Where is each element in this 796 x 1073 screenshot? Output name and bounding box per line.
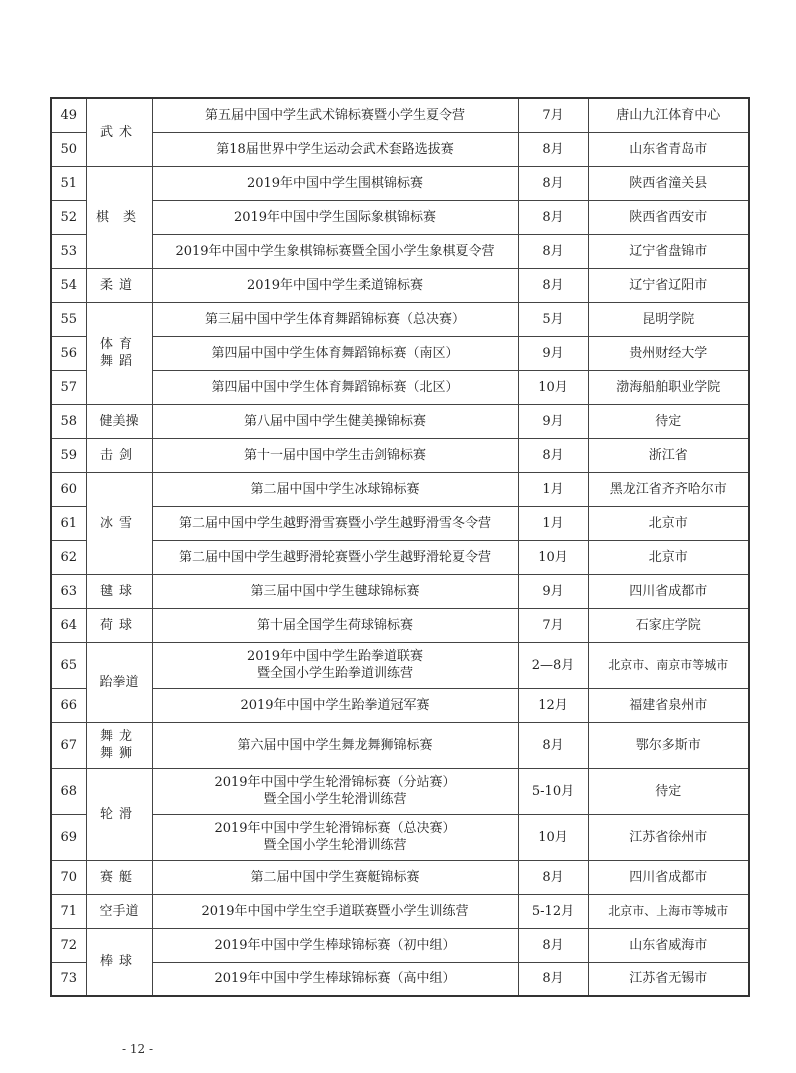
event-name	[152, 642, 518, 688]
row-number: 66	[51, 688, 86, 722]
event-place: 黑龙江省齐齐哈尔市	[588, 472, 749, 506]
row-number: 60	[51, 472, 86, 506]
table-row	[51, 928, 749, 962]
event-place: 福建省泉州市	[588, 688, 749, 722]
event-time: 8月	[518, 200, 588, 234]
row-number: 54	[51, 268, 86, 302]
event-time: 8月	[518, 962, 588, 996]
event-time: 8月	[518, 860, 588, 894]
row-number: 51	[51, 166, 86, 200]
row-number: 57	[51, 370, 86, 404]
table-row	[51, 132, 749, 166]
table-row	[51, 768, 749, 814]
row-number: 70	[51, 860, 86, 894]
event-place: 待定	[588, 404, 749, 438]
table-row	[51, 200, 749, 234]
table-row	[51, 506, 749, 540]
event-place: 山东省青岛市	[588, 132, 749, 166]
table-row	[51, 722, 749, 768]
event-time: 8月	[518, 234, 588, 268]
category-baseball: 棒球	[86, 928, 152, 996]
event-name: 2019年中国中学生跆拳道冠军赛	[152, 688, 518, 722]
event-time: 9月	[518, 574, 588, 608]
table-row	[51, 608, 749, 642]
table-row	[51, 472, 749, 506]
event-time: 9月	[518, 404, 588, 438]
table-row	[51, 962, 749, 996]
table-row	[51, 540, 749, 574]
event-time: 5-12月	[518, 894, 588, 928]
category-wushu: 武术	[86, 98, 152, 166]
event-time: 7月	[518, 98, 588, 132]
table-row	[51, 438, 749, 472]
event-time: 2—8月	[518, 642, 588, 688]
event-time: 1月	[518, 472, 588, 506]
event-name-line1: 2019年中国中学生跆拳道联赛	[246, 649, 424, 664]
event-place: 渤海船舶职业学院	[588, 370, 749, 404]
event-name: 第六届中国中学生舞龙舞狮锦标赛	[152, 722, 518, 768]
category-aerobics: 健美操	[86, 404, 152, 438]
event-name	[152, 768, 518, 814]
competition-schedule-table	[50, 97, 750, 997]
category-judo: 柔道	[86, 268, 152, 302]
event-name: 第五届中国中学生武术锦标赛暨小学生夏令营	[152, 98, 518, 132]
row-number: 69	[51, 814, 86, 860]
category-chess-part1: 棋	[95, 209, 115, 225]
category-roller-skating: 轮滑	[86, 768, 152, 860]
event-name	[152, 814, 518, 860]
event-name: 第二届中国中学生越野滑轮赛暨小学生越野滑轮夏令营	[152, 540, 518, 574]
event-place: 北京市、上海市等城市	[588, 894, 749, 928]
event-name: 第八届中国中学生健美操锦标赛	[152, 404, 518, 438]
event-time: 8月	[518, 438, 588, 472]
event-place: 唐山九江体育中心	[588, 98, 749, 132]
event-time: 8月	[518, 928, 588, 962]
row-number: 67	[51, 722, 86, 768]
event-name-line2: 暨全国小学生轮滑训练营	[263, 792, 407, 807]
event-time: 10月	[518, 814, 588, 860]
table-row	[51, 688, 749, 722]
event-time: 8月	[518, 166, 588, 200]
event-time: 1月	[518, 506, 588, 540]
event-name: 2019年中国中学生国际象棋锦标赛	[152, 200, 518, 234]
row-number: 65	[51, 642, 86, 688]
table-row	[51, 370, 749, 404]
category-sport-dance-line2: 舞蹈	[99, 354, 138, 369]
row-number: 72	[51, 928, 86, 962]
category-sport-dance	[86, 302, 152, 404]
row-number: 49	[51, 98, 86, 132]
event-time: 10月	[518, 370, 588, 404]
event-name: 第二届中国中学生赛艇锦标赛	[152, 860, 518, 894]
row-number: 73	[51, 962, 86, 996]
table-row	[51, 814, 749, 860]
event-place: 北京市	[588, 540, 749, 574]
event-place: 四川省成都市	[588, 860, 749, 894]
row-number: 68	[51, 768, 86, 814]
table-row	[51, 98, 749, 132]
category-dragon-line2: 舞狮	[99, 746, 138, 761]
row-number: 50	[51, 132, 86, 166]
event-name-line2: 暨全国小学生跆拳道训练营	[256, 666, 413, 681]
table-row	[51, 574, 749, 608]
event-name: 2019年中国中学生柔道锦标赛	[152, 268, 518, 302]
event-place: 贵州财经大学	[588, 336, 749, 370]
event-name: 2019年中国中学生棒球锦标赛（初中组）	[152, 928, 518, 962]
table-row	[51, 894, 749, 928]
row-number: 71	[51, 894, 86, 928]
event-place: 陕西省西安市	[588, 200, 749, 234]
event-name: 2019年中国中学生棒球锦标赛（高中组）	[152, 962, 518, 996]
event-name: 第十届全国学生荷球锦标赛	[152, 608, 518, 642]
event-place: 昆明学院	[588, 302, 749, 336]
category-karate: 空手道	[86, 894, 152, 928]
row-number: 59	[51, 438, 86, 472]
table-row	[51, 302, 749, 336]
row-number: 62	[51, 540, 86, 574]
table-row	[51, 642, 749, 688]
event-time: 5-10月	[518, 768, 588, 814]
event-place: 鄂尔多斯市	[588, 722, 749, 768]
event-name: 第十一届中国中学生击剑锦标赛	[152, 438, 518, 472]
event-place: 四川省成都市	[588, 574, 749, 608]
event-name: 第二届中国中学生冰球锦标赛	[152, 472, 518, 506]
event-time: 5月	[518, 302, 588, 336]
row-number: 58	[51, 404, 86, 438]
event-name: 2019年中国中学生围棋锦标赛	[152, 166, 518, 200]
event-time: 8月	[518, 132, 588, 166]
event-place: 北京市、南京市等城市	[588, 642, 749, 688]
row-number: 56	[51, 336, 86, 370]
event-time: 10月	[518, 540, 588, 574]
event-name: 第三届中国中学生毽球锦标赛	[152, 574, 518, 608]
category-ice-snow: 冰雪	[86, 472, 152, 574]
category-chess-part2: 类	[123, 209, 143, 225]
category-taekwondo: 跆拳道	[86, 642, 152, 722]
category-fencing: 击剑	[86, 438, 152, 472]
page-number: - 12 -	[122, 1042, 154, 1056]
category-sport-dance-line1: 体育	[99, 337, 138, 352]
row-number: 64	[51, 608, 86, 642]
event-name-line2: 暨全国小学生轮滑训练营	[263, 838, 407, 853]
table-row	[51, 268, 749, 302]
table-row	[51, 234, 749, 268]
category-shuttlecock: 毽球	[86, 574, 152, 608]
row-number: 53	[51, 234, 86, 268]
table-row	[51, 860, 749, 894]
event-name-line1: 2019年中国中学生轮滑锦标赛（总决赛）	[214, 821, 456, 836]
table-row	[51, 336, 749, 370]
event-place: 石家庄学院	[588, 608, 749, 642]
event-name: 2019年中国中学生空手道联赛暨小学生训练营	[152, 894, 518, 928]
event-place: 北京市	[588, 506, 749, 540]
event-place: 陕西省潼关县	[588, 166, 749, 200]
event-name-line1: 2019年中国中学生轮滑锦标赛（分站赛）	[214, 775, 456, 790]
event-time: 8月	[518, 722, 588, 768]
event-time: 7月	[518, 608, 588, 642]
event-place: 浙江省	[588, 438, 749, 472]
event-place: 辽宁省盘锦市	[588, 234, 749, 268]
row-number: 61	[51, 506, 86, 540]
category-dragon-lion-dance	[86, 722, 152, 768]
event-place: 江苏省徐州市	[588, 814, 749, 860]
table-row	[51, 404, 749, 438]
event-name: 2019年中国中学生象棋锦标赛暨全国小学生象棋夏令营	[152, 234, 518, 268]
event-name: 第二届中国中学生越野滑雪赛暨小学生越野滑雪冬令营	[152, 506, 518, 540]
event-place: 辽宁省辽阳市	[588, 268, 749, 302]
category-chess	[86, 166, 152, 268]
event-place: 江苏省无锡市	[588, 962, 749, 996]
row-number: 52	[51, 200, 86, 234]
row-number: 55	[51, 302, 86, 336]
row-number: 63	[51, 574, 86, 608]
event-name: 第四届中国中学生体育舞蹈锦标赛（南区）	[152, 336, 518, 370]
event-name: 第三届中国中学生体育舞蹈锦标赛（总决赛）	[152, 302, 518, 336]
event-place: 待定	[588, 768, 749, 814]
category-korfball: 荷球	[86, 608, 152, 642]
event-name: 第四届中国中学生体育舞蹈锦标赛（北区）	[152, 370, 518, 404]
event-name: 第18届世界中学生运动会武术套路选拔赛	[152, 132, 518, 166]
event-time: 9月	[518, 336, 588, 370]
event-time: 12月	[518, 688, 588, 722]
category-rowing: 赛艇	[86, 860, 152, 894]
event-time: 8月	[518, 268, 588, 302]
table-row	[51, 166, 749, 200]
event-place: 山东省威海市	[588, 928, 749, 962]
category-dragon-line1: 舞龙	[99, 729, 138, 744]
